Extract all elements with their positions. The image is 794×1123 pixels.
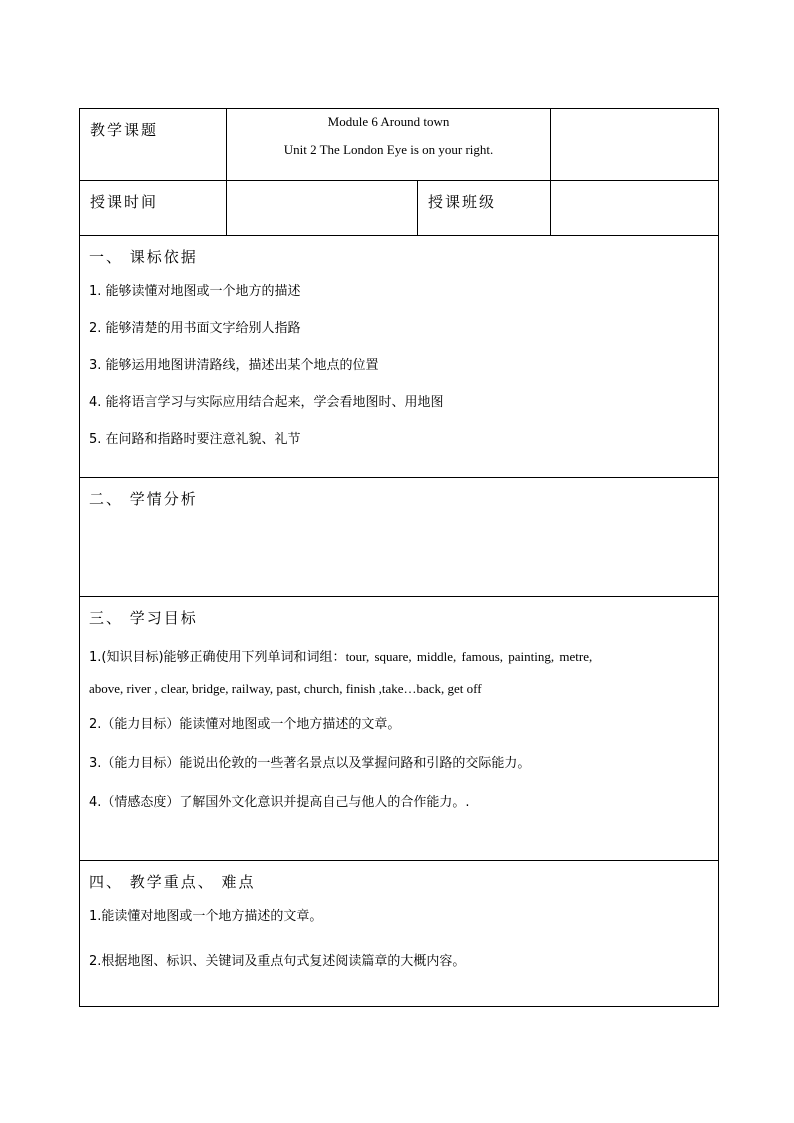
class-value [551,181,719,236]
section-title: 三、 学习目标 [89,609,198,627]
list-item: 3. 能够运用地图讲清路线，描述出某个地点的位置 [89,358,379,373]
subject-label: 教学课题 [80,109,227,181]
vocabulary-words-a: tour, square, middle, famous, painting, metre, [345,649,593,664]
vocabulary-words-b: above, river , clear, bridge, railway, past, church, finish ,take…back, get off [89,681,482,696]
time-row [80,181,719,236]
section-student-analysis [80,478,719,597]
lesson-title-cell [227,109,551,181]
section-key-points [80,861,719,1007]
title-extra-cell [551,109,719,181]
lesson-title-line1: Module 6 Around town [327,114,450,129]
list-item: 1. 能够读懂对地图或一个地方的描述 [89,284,301,299]
section-title: 四、 教学重点、 难点 [89,873,256,891]
list-item: 3.（能力目标）能说出伦敦的一些著名景点以及掌握问路和引路的交际能力。 [89,756,531,771]
title-row [80,109,719,181]
list-item: 2.（能力目标）能读懂对地图或一个地方描述的文章。 [89,717,401,732]
list-item: 2. 能够清楚的用书面文字给别人指路 [89,321,301,336]
time-value [227,181,418,236]
section-title: 一、 课标依据 [89,248,198,266]
list-item: 1.能读懂对地图或一个地方描述的文章。 [89,909,323,924]
lesson-plan-document [79,108,718,1007]
list-item: 5. 在问路和指路时要注意礼貌、礼节 [89,432,301,447]
objective-knowledge-prefix: 1.(知识目标)能够正确使用下列单词和词组： [89,650,346,665]
list-item: 4.（情感态度）了解国外文化意识并提高自己与他人的合作能力。. [89,795,470,810]
lesson-title-line2: Unit 2 The London Eye is on your right. [283,142,494,157]
class-label: 授课班级 [418,181,551,236]
section-curriculum-basis [80,236,719,478]
lesson-plan-table [79,108,719,1007]
section-learning-objectives [80,597,719,861]
time-label: 授课时间 [80,181,227,236]
list-item: 2.根据地图、标识、关键词及重点句式复述阅读篇章的大概内容。 [89,954,466,969]
list-item: 4. 能将语言学习与实际应用结合起来，学会看地图时、用地图 [89,395,444,410]
objective-knowledge [89,641,718,705]
section-title: 二、 学情分析 [89,490,198,508]
